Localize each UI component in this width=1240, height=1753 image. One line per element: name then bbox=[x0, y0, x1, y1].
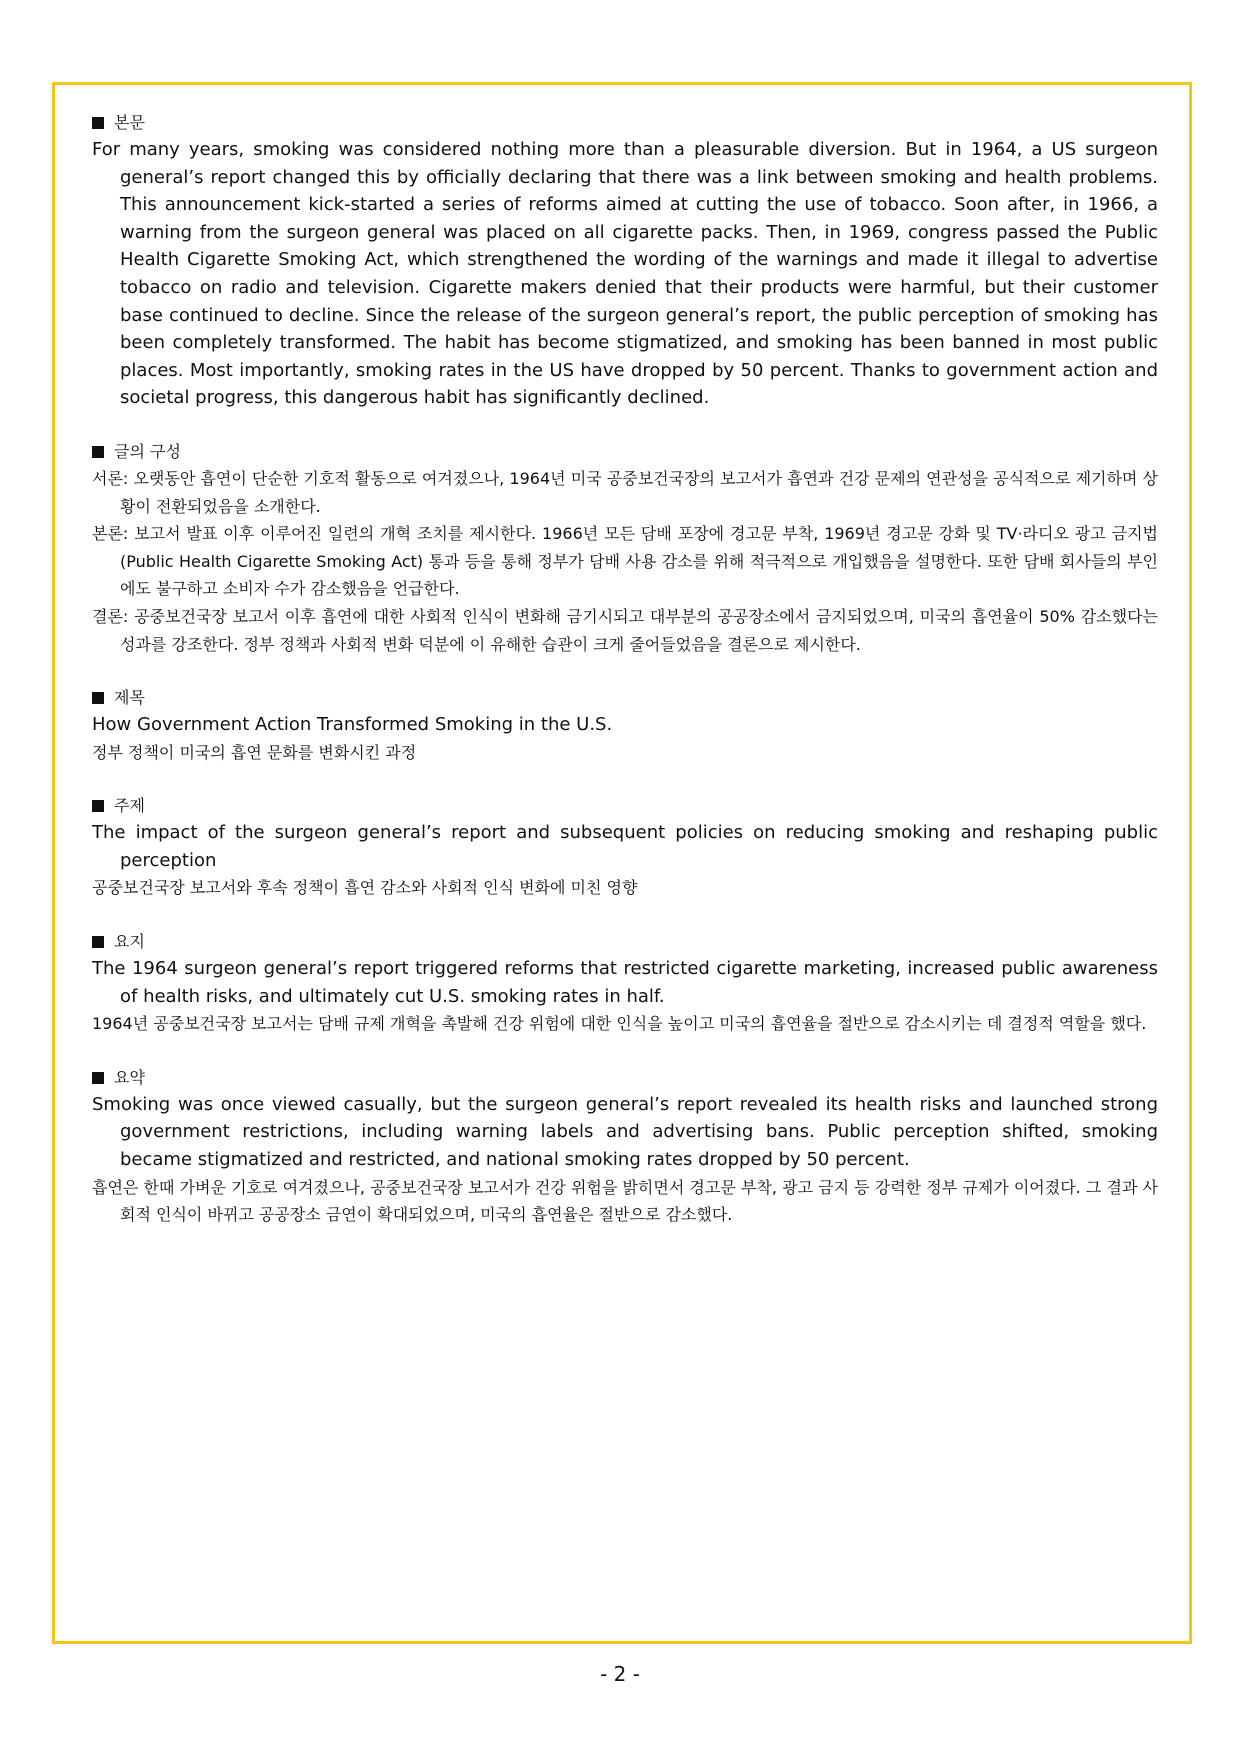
section-body bbox=[92, 110, 1158, 412]
square-bullet-icon bbox=[92, 936, 104, 948]
heading-label: 본문 bbox=[114, 113, 145, 132]
gist-korean: 1964년 공중보건국장 보고서는 담배 규제 개혁을 촉발해 건강 위험에 대한 인식을 높이고 미국의 흡연율을 절반으로 감소시키는 데 결정적 역할을 했다. bbox=[92, 1014, 1147, 1034]
heading-label: 주제 bbox=[114, 796, 145, 816]
square-bullet-icon bbox=[92, 1072, 104, 1084]
document-content bbox=[92, 110, 1158, 1256]
section-heading bbox=[92, 439, 1158, 465]
title-korean: 정부 정책이 미국의 흡연 문화를 변화시킨 과정 bbox=[92, 742, 417, 762]
square-bullet-icon bbox=[92, 800, 104, 812]
section-theme bbox=[92, 793, 1158, 902]
heading-label: 요약 bbox=[114, 1067, 145, 1087]
section-heading bbox=[92, 793, 1158, 819]
square-bullet-icon bbox=[92, 692, 104, 704]
section-gist bbox=[92, 929, 1158, 1038]
body-paragraph: For many years, smoking was considered nothing more than a pleasurable diversion. But in 1964, a US surgeon general’s report changed this by officially declaring that there was a link between smoking and health problems. This announcement kick-started a series of reforms aimed at cutting the use of tobacco. Soon after, in 1966, a warning from the surgeon general was placed on all cigarette packs. Then, in 1969, congress passed the Public Health Cigarette Smoking Act, which strengthened the wording of the warnings and made it illegal to advertise tobacco on radio and television. Cigarette makers denied that their products were harmful, but their customer base continued to decline. Since the release of the surgeon general’s report, the public perception of smoking has been completely transformed. The habit has become stigmatized, and smoking has been banned in most public places. Most importantly, smoking rates in the US have dropped by 50 percent. Thanks to government action and societal progress, this dangerous habit has significantly declined. bbox=[92, 139, 1158, 409]
square-bullet-icon bbox=[92, 117, 104, 129]
section-heading bbox=[92, 929, 1158, 955]
page-number: - 2 - bbox=[600, 1662, 640, 1686]
square-bullet-icon bbox=[92, 446, 104, 458]
summary-english: Smoking was once viewed casually, but the surgeon general’s report revealed its health risks and launched strong government restrictions, including warning labels and advertising bans. Public perception shifted, smoking became stigmatized and restricted, and national smoking rates dropped by 50 percent. bbox=[92, 1093, 1158, 1171]
structure-main: 본론: 보고서 발표 이후 이루어진 일련의 개혁 조치를 제시한다. 1966년 모든 담배 포장에 경고문 부착, 1969년 경고문 강화 및 TV·라디오 광고 금지법(Public Health Cigarette Smoking Act) 통과 등을 통해 정부가 담배 사용 감소를 위해 적극적으로 개입했음을 설명한다. 또한 담배 회사들의 부인에도 불구하고 소비자 수가 감소했음을 언급한다. bbox=[92, 524, 1158, 599]
section-structure bbox=[92, 439, 1158, 658]
title-english: How Government Action Transformed Smoking in the U.S. bbox=[92, 714, 613, 736]
heading-label: 요지 bbox=[114, 932, 145, 952]
theme-english: The impact of the surgeon general’s report and subsequent policies on reducing smoking and reshaping public perception bbox=[92, 822, 1158, 871]
section-heading bbox=[92, 685, 1158, 711]
heading-label: 글의 구성 bbox=[114, 441, 181, 461]
section-heading bbox=[92, 1065, 1158, 1091]
structure-intro: 서론: 오랫동안 흡연이 단순한 기호적 활동으로 여겨졌으나, 1964년 미국 공중보건국장의 보고서가 흡연과 건강 문제의 연관성을 공식적으로 제기하며 상황이 전환되었음을 소개한다. bbox=[92, 468, 1158, 516]
section-title bbox=[92, 685, 1158, 766]
gist-english: The 1964 surgeon general’s report triggered reforms that restricted cigarette marketing, increased public awareness of health risks, and ultimately cut U.S. smoking rates in half. bbox=[92, 958, 1158, 1007]
summary-korean: 흡연은 한때 가벼운 기호로 여겨졌으나, 공중보건국장 보고서가 건강 위험을 밝히면서 경고문 부착, 광고 금지 등 강력한 정부 규제가 이어졌다. 그 결과 사회적 인식이 바뀌고 공공장소 금연이 확대되었으며, 미국의 흡연율은 절반으로 감소했다. bbox=[92, 1177, 1158, 1225]
section-heading bbox=[92, 110, 1158, 136]
section-summary bbox=[92, 1065, 1158, 1229]
theme-korean: 공중보건국장 보고서와 후속 정책이 흡연 감소와 사회적 인식 변화에 미친 영향 bbox=[92, 878, 638, 898]
heading-label: 제목 bbox=[114, 688, 145, 708]
structure-conclusion: 결론: 공중보건국장 보고서 이후 흡연에 대한 사회적 인식이 변화해 금기시되고 대부분의 공공장소에서 금지되었으며, 미국의 흡연율이 50% 감소했다는 성과를 강조한다. 정부 정책과 사회적 변화 덕분에 이 유해한 습관이 크게 줄어들었음을 결론으로 제시한다. bbox=[92, 606, 1158, 654]
